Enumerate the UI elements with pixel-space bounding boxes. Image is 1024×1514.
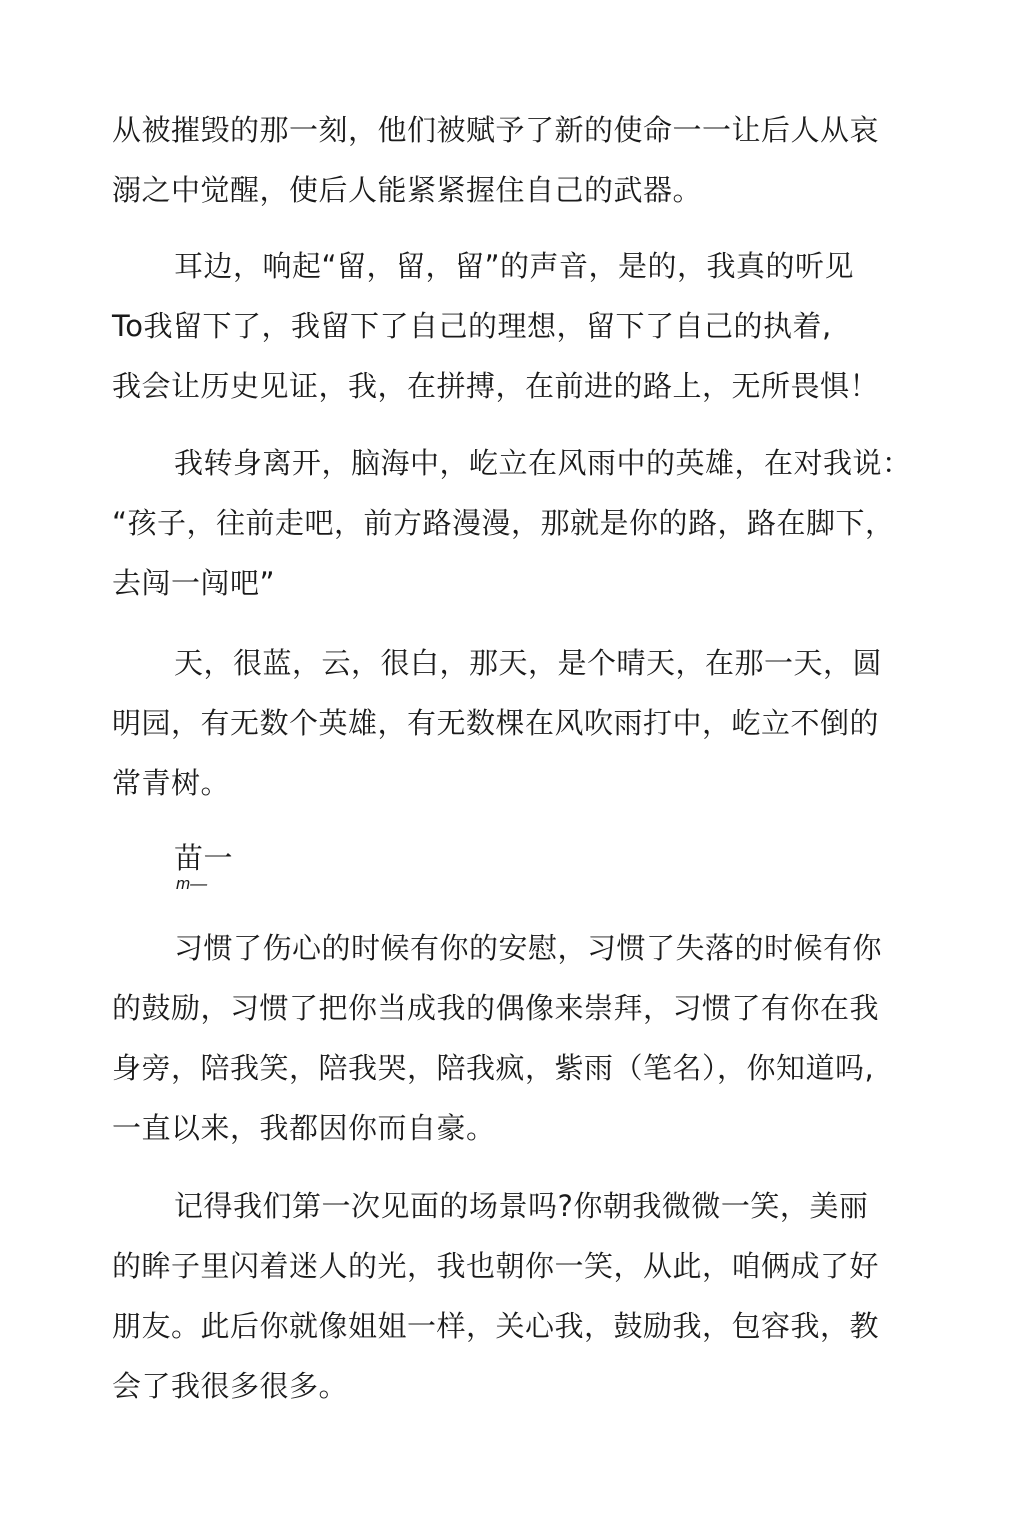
- paragraph-5-line-1: 习惯了伤心的时候有你的安慰，习惯了失落的时候有你: [174, 931, 883, 965]
- paragraph-6-line-4: 会了我很多很多。: [112, 1369, 349, 1403]
- section-subtitle: m—: [176, 874, 208, 893]
- paragraph-4-line-2: 明园，有无数个英雄，有无数棵在风吹雨打中，屹立不倒的: [112, 706, 880, 740]
- paragraph-1-line-2: 溺之中觉醒，使后人能紧紧握住自己的武器。: [112, 173, 703, 207]
- section-heading: 苗一: [174, 841, 234, 875]
- paragraph-6-line-1: 记得我们第一次见面的场景吗?你朝我微微一笑，美丽: [174, 1189, 869, 1223]
- paragraph-3-line-1: 我转身离开，脑海中，屹立在风雨中的英雄，在对我说：: [174, 446, 912, 480]
- paragraph-2-line-1: 耳边，响起“留，留，留”的声音，是的，我真的听见: [174, 249, 855, 283]
- paragraph-4-line-1: 天，很蓝，云，很白，那天，是个晴天，在那一天，圆: [174, 646, 883, 680]
- paragraph-6-line-2: 的眸子里闪着迷人的光，我也朝你一笑，从此，咱俩成了好: [112, 1249, 880, 1283]
- paragraph-5-line-2: 的鼓励，习惯了把你当成我的偶像来崇拜，习惯了有你在我: [112, 991, 880, 1025]
- paragraph-4-line-3: 常青树。: [112, 766, 231, 800]
- paragraph-3-line-3: 去闯一闯吧”: [112, 566, 276, 600]
- paragraph-1-line-1: 从被摧毁的那一刻，他们被赋予了新的使命一一让后人从哀: [112, 113, 880, 147]
- paragraph-3-line-2: “孩子，往前走吧，前方路漫漫，那就是你的路，路在脚下，: [112, 506, 895, 540]
- paragraph-2-line-2: To我留下了，我留下了自己的理想，留下了自己的执着,: [112, 309, 832, 343]
- paragraph-5-line-3: 身旁，陪我笑，陪我哭，陪我疯，紫雨（笔名），你知道吗,: [112, 1051, 875, 1085]
- paragraph-5-line-4: 一直以来，我都因你而自豪。: [112, 1111, 496, 1145]
- paragraph-2-line-3: 我会让历史见证，我，在拼搏，在前进的路上，无所畏惧！: [112, 369, 880, 403]
- paragraph-6-line-3: 朋友。此后你就像姐姐一样，关心我，鼓励我，包容我，教: [112, 1309, 880, 1343]
